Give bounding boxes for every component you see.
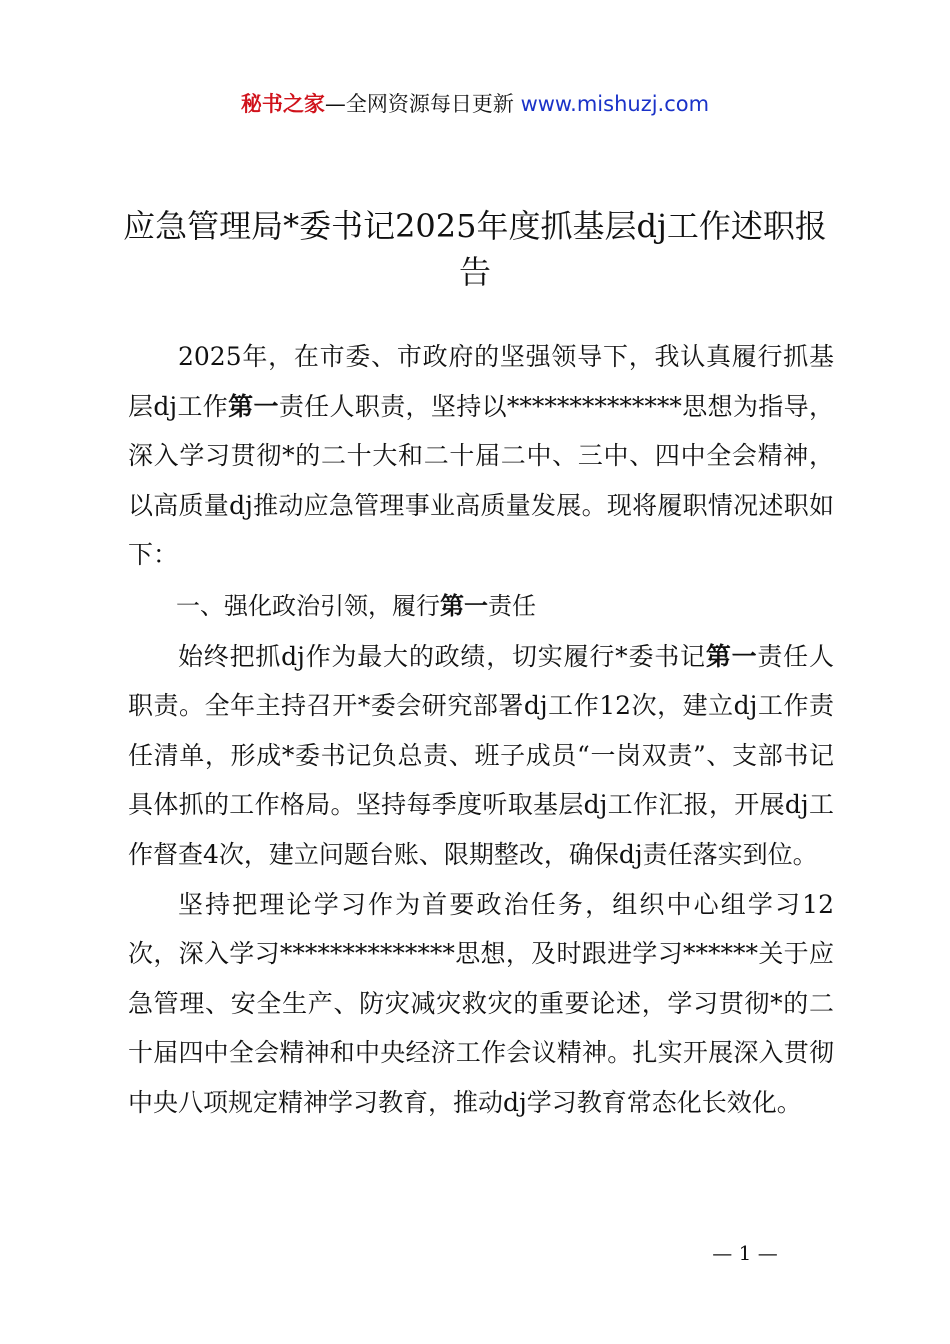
- intro-paragraph: 2025年，在市委、市政府的坚强领导下，我认真履行抓基层dj工作第一责任人职责，坚持以**************思想为指导，深入学习贯彻*的二十大和二十届二中、三中、四中全会精神，以高质量dj推动应急管理事业高质量发展。现将履职情况述职如下：: [128, 342, 834, 570]
- body-paragraph-1: 始终把抓dj作为最大的政绩，切实履行*委书记第一责任人职责。全年主持召开*委会研究部署dj工作12次，建立dj工作责任清单，形成*委书记负总责、班子成员“一岗双责”、支部书记具体抓的工作格局。坚持每季度听取基层dj工作汇报，开展dj工作督查4次，建立问题台账、限期整改，确保dj责任落实到位。: [128, 641, 834, 869]
- site-url-link[interactable]: www.mishuzj.com: [520, 92, 710, 116]
- site-brand: 秘书之家: [240, 92, 325, 116]
- document-title: 应急管理局*委书记2025年度抓基层dj工作述职报告: [123, 207, 827, 292]
- document-body: [128, 332, 834, 1128]
- site-tagline: —全网资源每日更新: [324, 92, 514, 116]
- page-number: — 1 —: [712, 1241, 778, 1265]
- site-header: [0, 88, 950, 120]
- section-heading-1: 一、强化政治引领，履行第一责任: [176, 591, 536, 620]
- body-paragraph-2: 坚持把理论学习作为首要政治任务，组织中心组学习12次，深入学习**************思想，及时跟进学习******关于应急管理、安全生产、防灾减灾救灾的重要论述，学习贯彻*的二十届四中全会精神和中央经济工作会议精神。扎实开展深入贯彻中央八项规定精神学习教育，推动dj学习教育常态化长效化。: [128, 889, 834, 1117]
